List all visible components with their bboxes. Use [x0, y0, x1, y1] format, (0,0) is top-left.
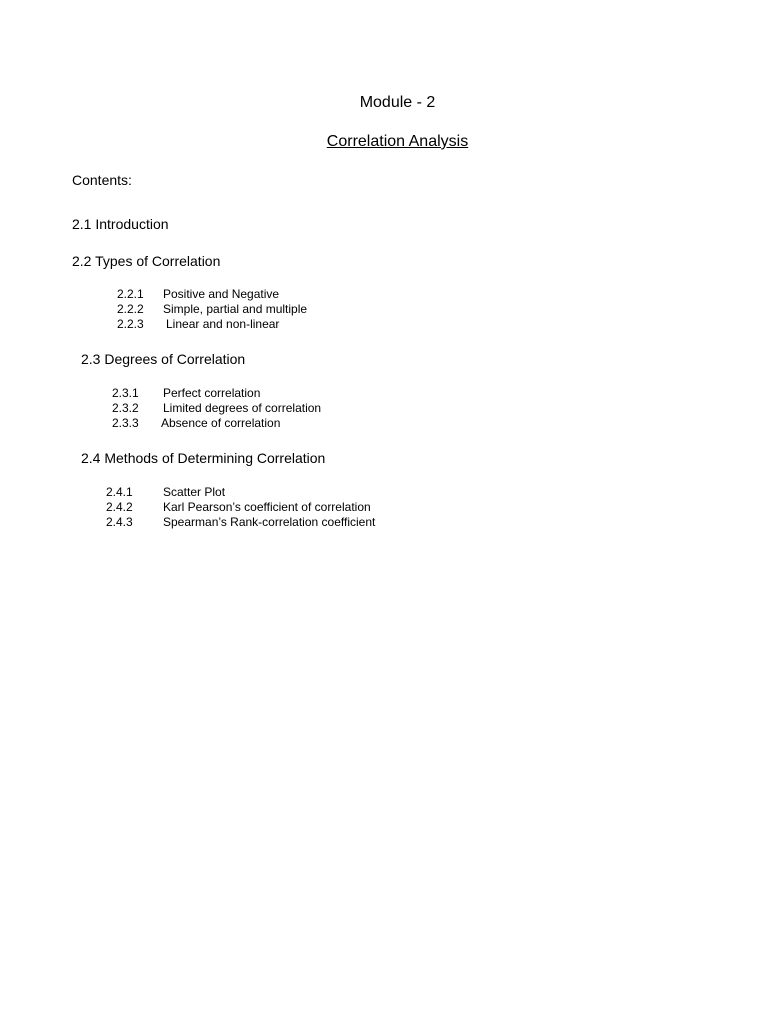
- item-text: Linear and non-linear: [166, 317, 280, 331]
- item-text: Simple, partial and multiple: [163, 302, 308, 316]
- item-number: 2.2.1: [117, 287, 144, 301]
- item-number: 2.4.1: [106, 485, 133, 499]
- list-item: [117, 317, 279, 332]
- section-degrees-of-correlation: 2.3 Degrees of Correlation: [81, 351, 246, 367]
- list-item: [106, 485, 225, 500]
- item-number: 2.2.2: [117, 302, 144, 316]
- item-text: Spearman’s Rank-correlation coefficient: [163, 515, 376, 529]
- document-title: Correlation Analysis: [326, 133, 469, 150]
- item-text: Positive and Negative: [163, 287, 280, 301]
- list-item: [106, 515, 375, 530]
- item-text: Limited degrees of correlation: [163, 401, 322, 415]
- item-number: 2.3.2: [112, 401, 139, 415]
- item-text: Karl Pearson’s coefficient of correlation: [163, 500, 371, 514]
- section-types-of-correlation: 2.2 Types of Correlation: [72, 253, 221, 269]
- item-number: 2.3.3: [112, 416, 139, 430]
- list-item: [112, 416, 280, 431]
- contents-label: Contents:: [72, 172, 132, 188]
- item-text: Absence of correlation: [161, 416, 281, 430]
- list-item: [112, 386, 260, 401]
- item-number: 2.4.2: [106, 500, 133, 514]
- section-methods-of-determining-correlation: 2.4 Methods of Determining Correlation: [81, 450, 326, 466]
- list-item: [106, 500, 371, 515]
- item-number: 2.3.1: [112, 386, 139, 400]
- section-introduction: 2.1 Introduction: [72, 216, 169, 232]
- item-text: Perfect correlation: [163, 386, 261, 400]
- item-text: Scatter Plot: [163, 485, 226, 499]
- module-heading: Module - 2: [359, 94, 436, 111]
- list-item: [112, 401, 321, 416]
- item-number: 2.2.3: [117, 317, 144, 331]
- list-item: [117, 302, 307, 317]
- item-number: 2.4.3: [106, 515, 133, 529]
- list-item: [117, 287, 279, 302]
